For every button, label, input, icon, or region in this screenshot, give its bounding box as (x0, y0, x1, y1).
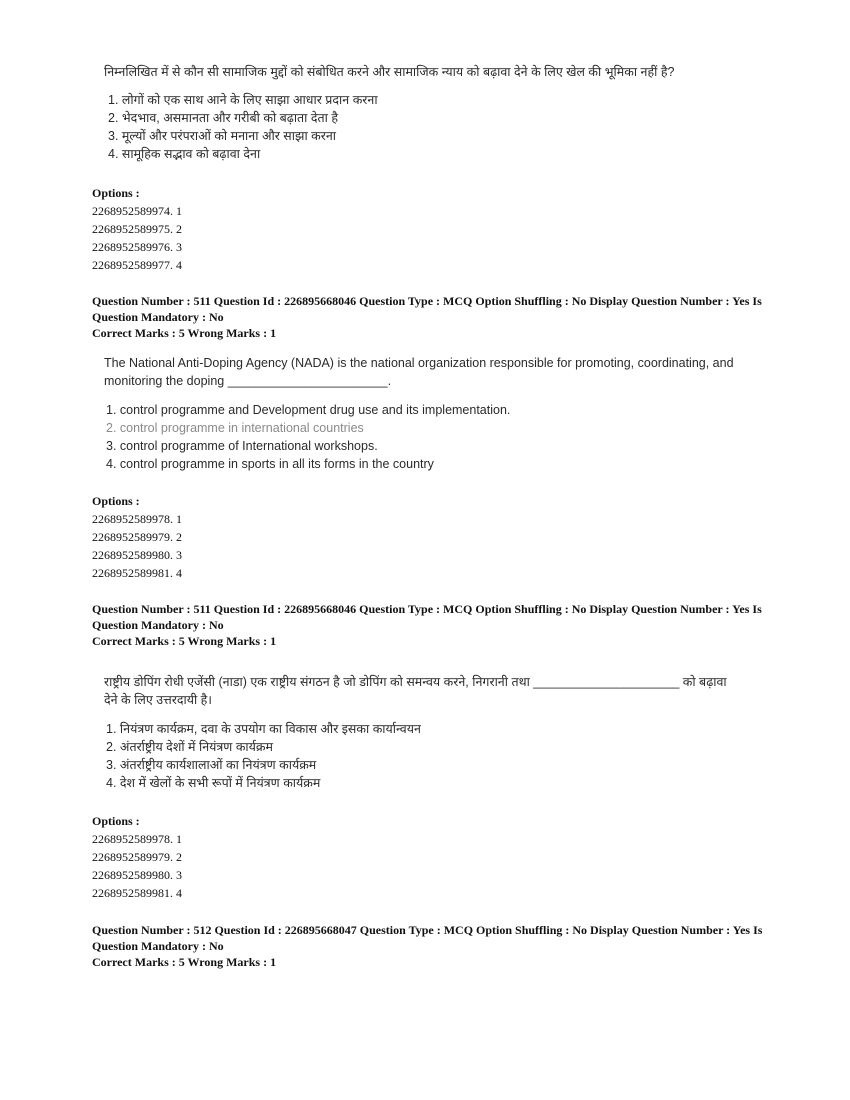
question-2-choices (106, 401, 510, 473)
question-2-text-line2: monitoring the doping _______________________. (104, 374, 392, 388)
question-meta-1 (92, 293, 772, 341)
meta-line: Question Number : 511 Question Id : 226895668046 Question Type : MCQ Option Shuffling : No Display Question Number : Yes Is (92, 602, 762, 616)
option-id: 2268952589978. 1 (92, 512, 182, 526)
meta-line: Correct Marks : 5 Wrong Marks : 1 (92, 326, 277, 340)
choice-4: 4. control programme in sports in all its forms in the country (106, 457, 434, 471)
question-3-choices (106, 720, 421, 792)
options-list-1 (92, 184, 182, 274)
options-header: Options : (92, 186, 140, 200)
options-header: Options : (92, 494, 140, 508)
choice-4: 4. सामूहिक सद्भाव को बढ़ावा देना (108, 147, 261, 161)
meta-line: Question Mandatory : No (92, 310, 224, 324)
choice-2: 2. control programme in international countries (106, 421, 364, 435)
question-3-text-line1: राष्ट्रीय डोपिंग रोधी एजेंसी (नाडा) एक राष्ट्रीय संगठन है जो डोपिंग को समन्वय करने, निगरानी तथा _____________________ को बढ़ावा (104, 675, 727, 689)
question-1-choices (108, 91, 378, 163)
meta-line: Correct Marks : 5 Wrong Marks : 1 (92, 955, 277, 969)
option-id: 2268952589975. 2 (92, 222, 182, 236)
choice-3: 3. मूल्यों और परंपराओं को मनाना और साझा करना (108, 129, 337, 143)
choice-1: 1. नियंत्रण कार्यक्रम, दवा के उपयोग का विकास और इसका कार्यान्वयन (106, 722, 421, 736)
meta-line: Correct Marks : 5 Wrong Marks : 1 (92, 634, 277, 648)
option-id: 2268952589974. 1 (92, 204, 182, 218)
choice-3: 3. अंतर्राष्ट्रीय कार्यशालाओं का नियंत्रण कार्यक्रम (106, 758, 317, 772)
choice-3: 3. control programme of International workshops. (106, 439, 378, 453)
options-list-3 (92, 812, 182, 902)
choice-1: 1. लोगों को एक साथ आने के लिए साझा आधार प्रदान करना (108, 93, 378, 107)
option-id: 2268952589979. 2 (92, 530, 182, 544)
meta-line: Question Mandatory : No (92, 939, 224, 953)
question-3-text-line2: देने के लिए उत्तरदायी है। (104, 693, 213, 707)
option-id: 2268952589981. 4 (92, 566, 182, 580)
meta-line: Question Number : 511 Question Id : 226895668046 Question Type : MCQ Option Shuffling : No Display Question Number : Yes Is (92, 294, 762, 308)
option-id: 2268952589977. 4 (92, 258, 182, 272)
option-id: 2268952589980. 3 (92, 548, 182, 562)
options-list-2 (92, 492, 182, 582)
option-id: 2268952589978. 1 (92, 832, 182, 846)
option-id: 2268952589980. 3 (92, 868, 182, 882)
meta-line: Question Mandatory : No (92, 618, 224, 632)
choice-2: 2. अंतर्राष्ट्रीय देशों में नियंत्रण कार्यक्रम (106, 740, 273, 754)
choice-2: 2. भेदभाव, असमानता और गरीबी को बढ़ाता देता है (108, 111, 339, 125)
choice-1: 1. control programme and Development drug use and its implementation. (106, 403, 511, 417)
option-id: 2268952589976. 3 (92, 240, 182, 254)
choice-4: 4. देश में खेलों के सभी रूपों में नियंत्रण कार्यक्रम (106, 776, 321, 790)
question-1-text: निम्नलिखित में से कौन सी सामाजिक मुद्दों को संबोधित करने और सामाजिक न्याय को बढ़ावा देने के लिए खेल की भूमिका नहीं है? (104, 65, 675, 79)
option-id: 2268952589979. 2 (92, 850, 182, 864)
question-meta-2 (92, 601, 772, 649)
options-header: Options : (92, 814, 140, 828)
question-meta-3 (92, 922, 772, 970)
question-2-text-line1: The National Anti-Doping Agency (NADA) is the national organization responsible for promoting, coordinating, and (104, 356, 734, 370)
meta-line: Question Number : 512 Question Id : 226895668047 Question Type : MCQ Option Shuffling : No Display Question Number : Yes Is (92, 923, 763, 937)
option-id: 2268952589981. 4 (92, 886, 182, 900)
